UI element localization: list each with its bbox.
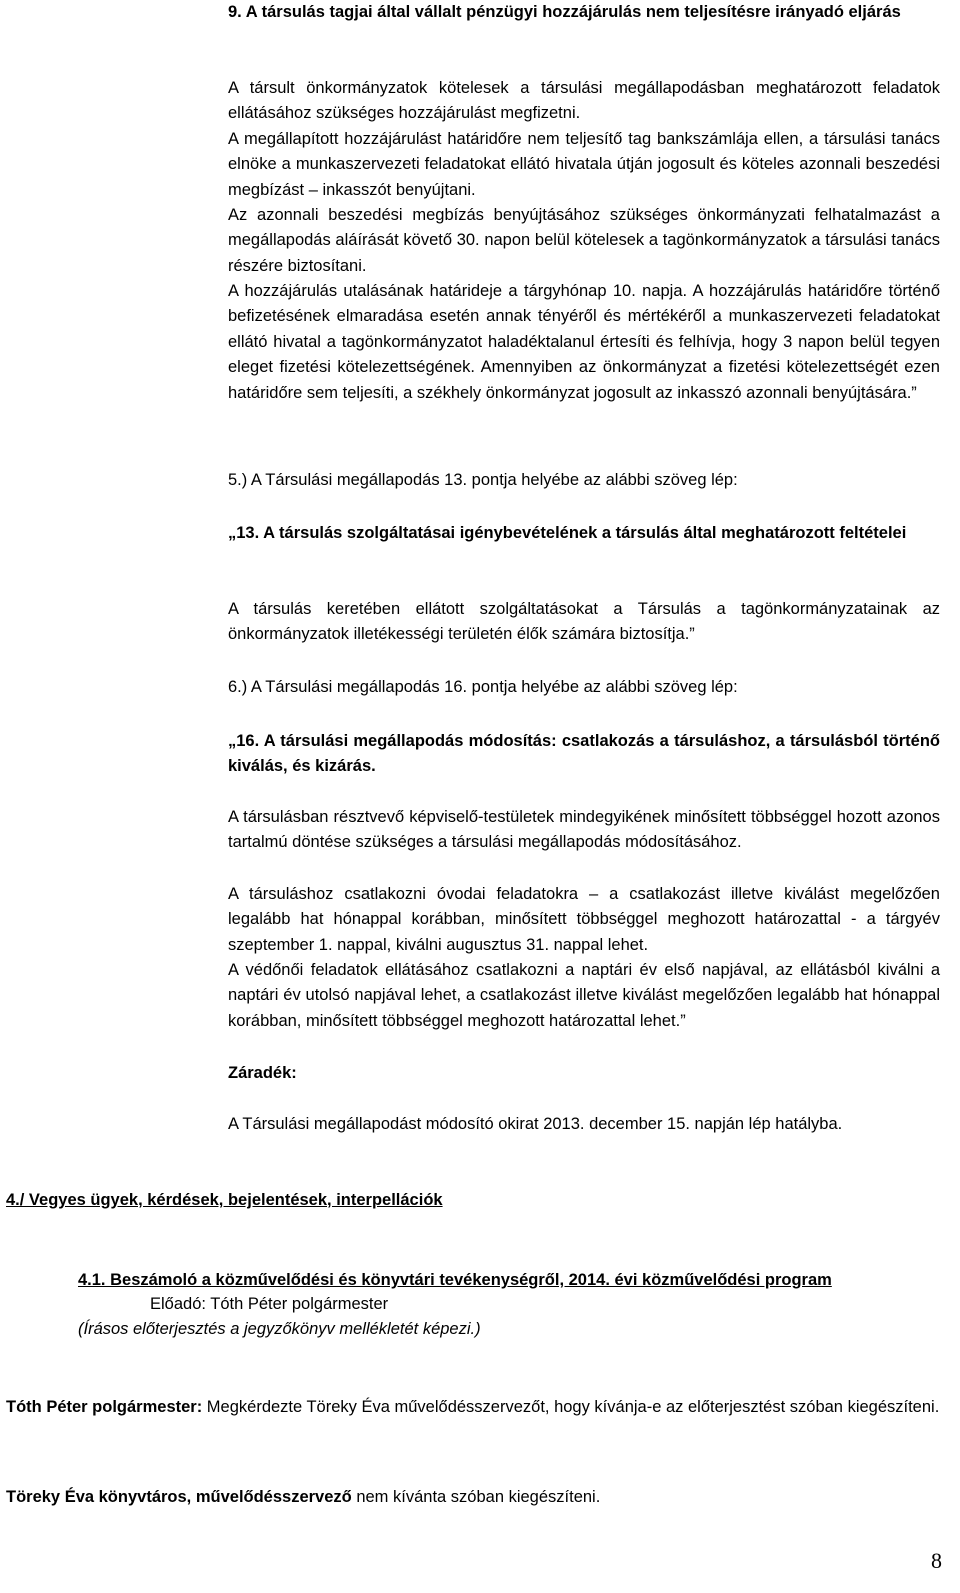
paragraph: Az azonnali beszedési megbízás benyújtásához szükséges önkormányzati felhatalmazást a megállapodás aláírását követő 30. napon belül kötelesek a tagönkormányzatok a társulási tanács részére biztosítani.: [228, 206, 940, 275]
amendment-heading: „16. A társulási megállapodás módosítás: csatlakozás a társuláshoz, a társulásból történő kiválás, és kizárás.: [228, 732, 940, 776]
paragraph: A védőnői feladatok ellátásához csatlakozni a naptári év első napjával, az ellátásból kiválni a naptári év utolsó napjával lehet, a csatlakozást illetve kiválást megelőzően legalább hat hónappal korábban, minősített többséggel meghozott határozattal lehet.”: [228, 961, 940, 1030]
amendment-heading: „13. A társulás szolgáltatásai igénybevételének a társulás által meghatározott feltételei: [228, 524, 907, 542]
speaker-name: Töreky Éva könyvtáros, művelődésszervező: [6, 1488, 352, 1506]
paragraph: A hozzájárulás utalásának határideje a tárgyhónap 10. napja. A hozzájárulás határidőre történő befizetésének elmaradása esetén annak tényéről és mértékéről a munkaszervezeti feladatokat ellátó hivatal a tagönkormányzatot haladéktalanul értesíti és felhívja, hogy 3 napon belül tegyen eleget fizetési kötelezettségének. Amennyiben az önkormányzat a fizetési kötelezettségét ezen határidőre sem teljesíti, a székhely önkormányzat jogosult az inkasszó azonnali benyújtására.”: [228, 282, 940, 402]
speech-paragraph: [6, 1485, 600, 1510]
clause-label: Záradék:: [228, 1064, 297, 1082]
paragraph: A társuláshoz csatlakozni óvodai feladatokra – a csatlakozást illetve kiválást megelőzően legalább hat hónappal korábban, minősített többséggel meghozott határozattal - a tárgyév szeptember 1. nappal, kiválni augusztus 31. nappal lehet.: [228, 885, 940, 954]
speech-text: Megkérdezte Töreky Éva művelődésszervezőt, hogy kívánja-e az előterjesztést szóban kiegészíteni.: [202, 1398, 940, 1416]
clause-text: A Társulási megállapodást módosító okirat 2013. december 15. napján lép hatályba.: [228, 1115, 843, 1133]
agenda-item-title: 4.1. Beszámoló a közművelődési és könyvtári tevékenységről, 2014. évi közművelődési program: [78, 1271, 832, 1289]
speaker-name: Tóth Péter polgármester:: [6, 1398, 203, 1416]
paragraph: A társulás keretében ellátott szolgáltatásokat a Társulás a tagönkormányzatainak az önkormányzatok illetékességi területén élők számára biztosítja.”: [228, 600, 940, 644]
paragraph: A megállapított hozzájárulást határidőre nem teljesítő tag bankszámlája ellen, a társulási tanács elnöke a munkaszervezeti feladatokat ellátó hivatala útján jogosult és köteles azonnali beszedési megbízást – inkasszót benyújtani.: [228, 130, 940, 199]
paragraph: A társult önkormányzatok kötelesek a társulási megállapodásban meghatározott feladatok ellátásához szükséges hozzájárulást megfizetni.: [228, 79, 940, 123]
section-heading: 9. A társulás tagjai által vállalt pénzügyi hozzájárulás nem teljesítésre irányadó eljárás: [228, 3, 901, 21]
presenter: Előadó: Tóth Péter polgármester: [150, 1295, 389, 1313]
speech-paragraph: [6, 1395, 940, 1420]
page-number: 8: [931, 1548, 942, 1573]
attachment-note: (Írásos előterjesztés a jegyzőkönyv mellékletét képezi.): [78, 1320, 481, 1338]
amendment-intro: 6.) A Társulási megállapodás 16. pontja helyébe az alábbi szöveg lép:: [228, 678, 738, 696]
speech-text: nem kívánta szóban kiegészíteni.: [351, 1488, 601, 1506]
amendment-intro: 5.) A Társulási megállapodás 13. pontja helyébe az alábbi szöveg lép:: [228, 471, 738, 489]
paragraph: A társulásban résztvevő képviselő-testületek mindegyikének minősített többséggel hozott azonos tartalmú döntése szükséges a társulási megállapodás módosításához.: [228, 808, 940, 852]
agenda-heading: 4./ Vegyes ügyek, kérdések, bejelentések, interpellációk: [6, 1191, 443, 1209]
